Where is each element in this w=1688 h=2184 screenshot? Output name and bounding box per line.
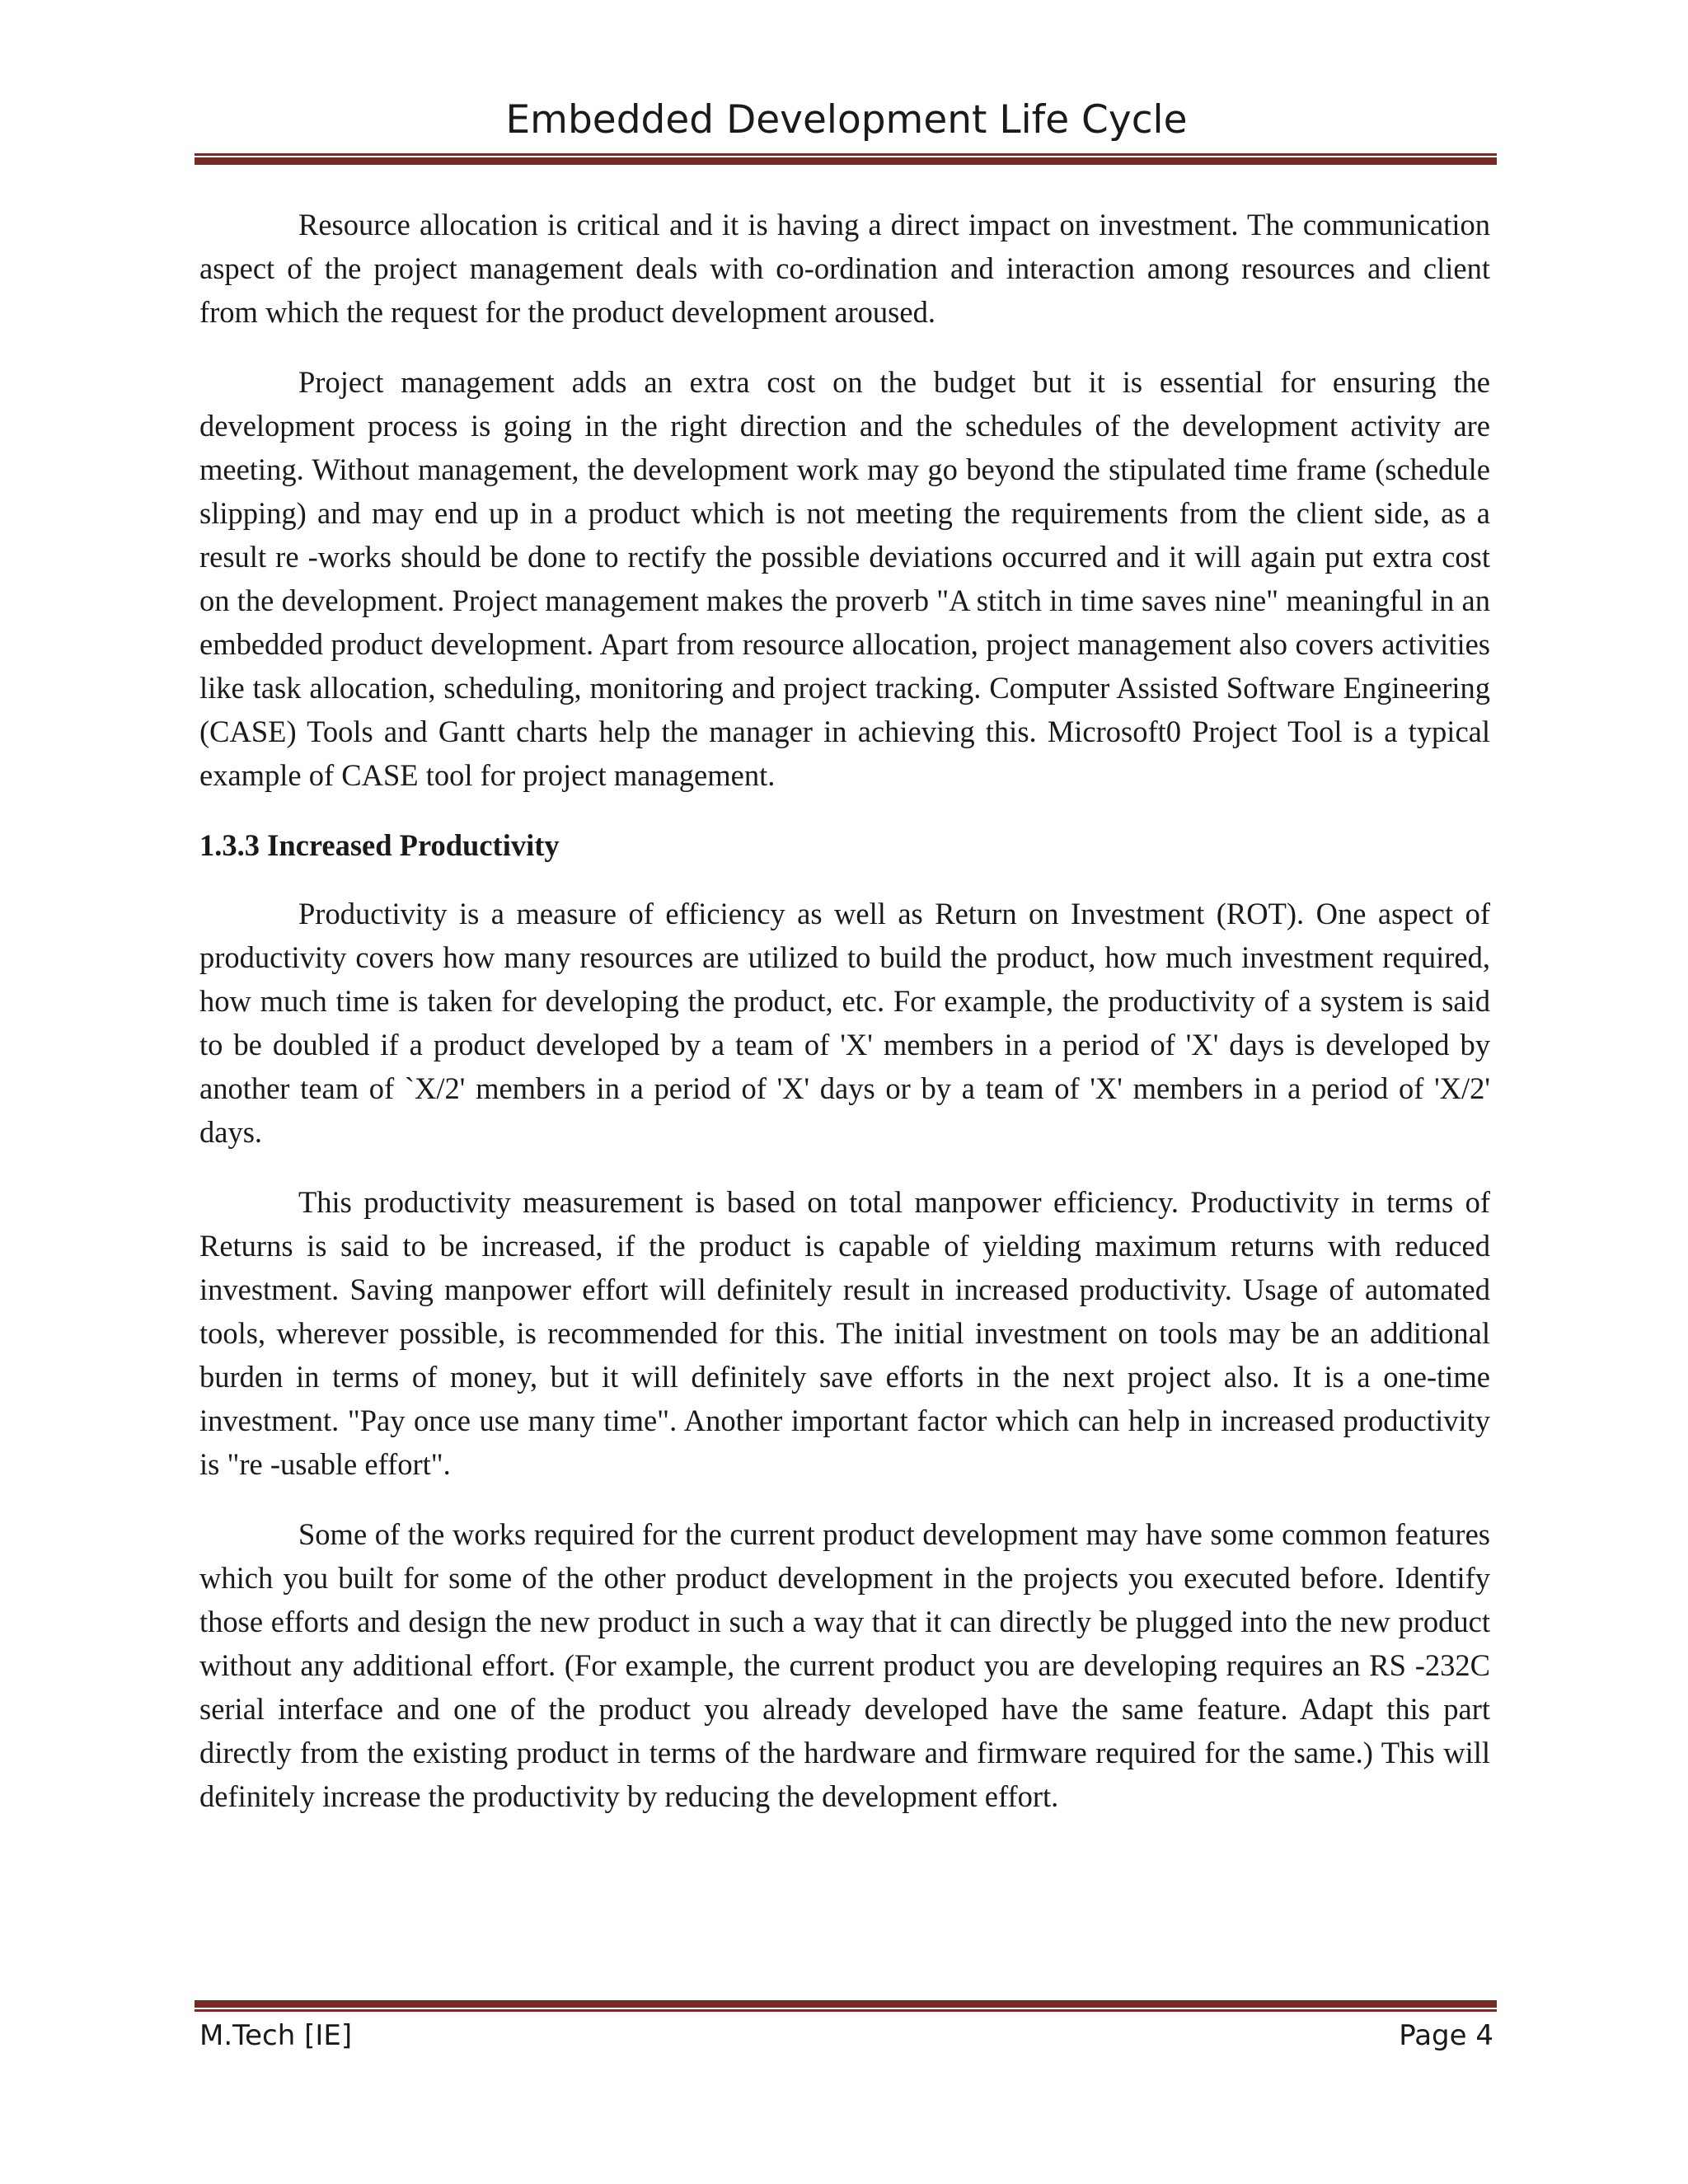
footer-course-label: M.Tech [IE] [199,2019,353,2052]
header-rule-thin [195,153,1497,156]
header-rule-thick [195,157,1497,165]
page-body [199,203,1490,1844]
paragraph-productivity-definition: Productivity is a measure of efficiency as well as Return on Investment (ROT). One aspect of productivity covers how many resources are utilized to build the product, how much investment required, how much time is taken for developing the product, etc. For example, the productivity of a system is said to be doubled if a product developed by a team of 'X' members in a period of 'X' days is developed by another team of `X/2' members in a period of 'X' days or by a team of 'X' members in a period of 'X/2' days. [199,897,1490,1149]
page-header-title: Embedded Development Life Cycle [505,97,1188,143]
section-heading: 1.3.3 Increased Productivity [199,828,560,862]
footer-rule-thick [195,2000,1497,2008]
footer-rule-thin [195,2009,1497,2012]
paragraph-project-management: Project management adds an extra cost on the budget but it is essential for ensuring the development process is going in the right direction and the schedules of the development activity are meeting. Without management, the development work may go beyond the stipulated time frame (schedule slipping) and may end up in a product which is not meeting the requirements from the client side, as a result re -works should be done to rectify the possible deviations occurred and it will again put extra cost on the development. Project management makes the proverb "A stitch in time saves nine" meaningful in an embedded product development. Apart from resource allocation, project management also covers activities like task allocation, scheduling, monitoring and project tracking. Computer Assisted Software Engineering (CASE) Tools and Gantt charts help the manager in achieving this. Microsoft0 Project Tool is a typical example of CASE tool for project management. [199,365,1490,792]
paragraph-reusable-effort: Some of the works required for the current product development may have some common features which you built for some of the other product development in the projects you executed before. Identify those efforts and design the new product in such a way that it can directly be plugged into the new product without any additional effort. (For example, the current product you are developing requires an RS -232C serial interface and one of the product you already developed have the same feature. Adapt this part directly from the existing product in terms of the hardware and firmware required for the same.) This will definitely increase the productivity by reducing the development effort. [199,1517,1490,1813]
paragraph-resource-allocation: Resource allocation is critical and it is having a direct impact on investment. The communication aspect of the project management deals with co-ordination and interaction among resources and client from which the request for the product development aroused. [199,208,1490,329]
footer-page-number: Page 4 [1399,2019,1493,2052]
paragraph-productivity-measurement: This productivity measurement is based on total manpower efficiency. Productivity in terms of Returns is said to be increased, if the product is capable of yielding maximum returns with reduced investment. Saving manpower effort will definitely result in increased productivity. Usage of automated tools, wherever possible, is recommended for this. The initial investment on tools may be an additional burden in terms of money, but it will definitely save efforts in the next project also. It is a one-time investment. "Pay once use many time". Another important factor which can help in increased productivity is "re -usable effort". [199,1185,1490,1481]
